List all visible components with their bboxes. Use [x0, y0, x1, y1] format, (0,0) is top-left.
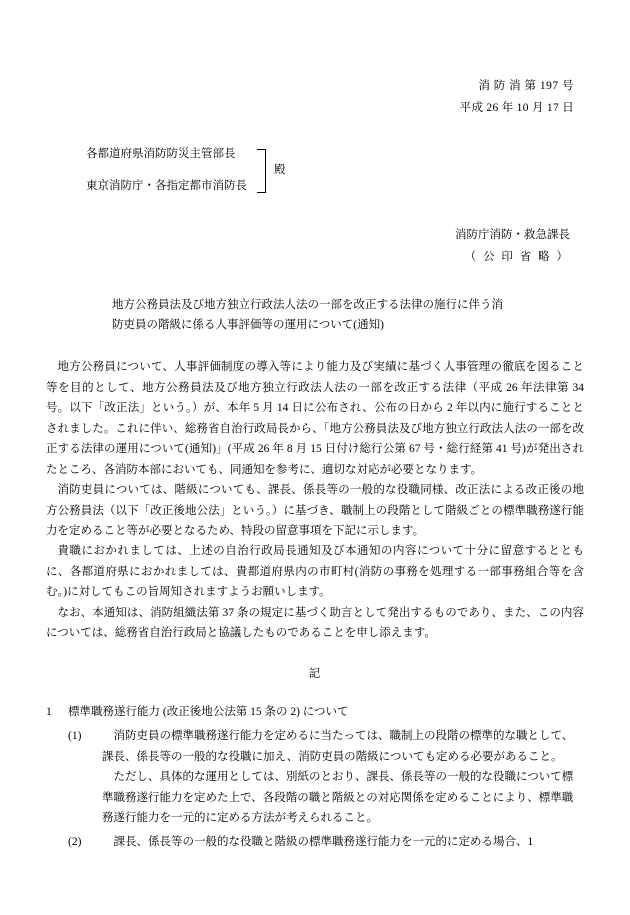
body-paragraph-1: 地方公務員について、人事評価制度の導入等により能力及び実績に基づく人事管理の徹底を図ること等を目的として、地方公務員法及び地方独立行政法人法の一部を改正する法律（平成 26 年法律第 34 号。以下「改正法」という。）が、本年 5 月 14 日に公布され、公布の日から 2 年以内に施行することとされました。これに伴い、総務省自治行政局長から、「地方公務員法及び地方独立行政法人法の一部を改正する法律の運用について(通知)」(平成 26 年 8 月 15 日付け総行公第 67 号・総行経第 41 号)が発出されたところ、各消防本部においても、同通知を参考に、適切な対応が必要となります。 [46, 361, 584, 476]
title-line-1: 地方公務員法及び地方独立行政法人法の一部を改正する法律の施行に伴う消 [112, 299, 503, 311]
item-body [102, 726, 584, 828]
addressee-line-1: 各都道府県消防防災主管部長 [86, 147, 236, 160]
document-date: 平成 26 年 10 月 17 日 [459, 101, 574, 114]
brace-bottom [257, 171, 266, 193]
document-body [46, 357, 584, 644]
body-paragraph-2: 消防吏員については、階級についても、課長、係長等の一般的な役職同様、改正法による改正後の地方公務員法（以下「改正後地公法」という。）に基づき、職制上の段階として階級ごとの標準職務遂行能力を定めること等が必要となるため、特段の留意事項を下記に示します。 [46, 484, 584, 537]
item-number: (1) [68, 730, 82, 743]
addressee-brace [253, 149, 287, 193]
item-paragraph: 課長、係長等の一般的な役職と階級の標準職務遂行能力を一元的に定める場合、1 [113, 836, 534, 849]
section-heading [46, 702, 584, 722]
issuer-title: 消防庁消防・救急課長 [455, 229, 570, 242]
document-number: 消 防 消 第 197 号 [478, 80, 574, 92]
brace-shape [257, 149, 266, 193]
item-body [102, 832, 584, 852]
ki-marker: 記 [308, 667, 322, 680]
addressee-line-2: 東京消防庁・各指定都市消防長 [86, 179, 247, 192]
section-item [46, 832, 584, 852]
title-line-2: 防吏員の階級に係る人事評価等の運用について(通知) [112, 319, 384, 332]
section-title: 標準職務遂行能力 (改正後地公法第 15 条の 2) について [68, 705, 349, 718]
body-paragraph-3: 貴職におかれましては、上述の自治行政局長通知及び本通知の内容について十分に留意するとともに、各都道府県におかれましては、貴都道府県内の市町村(消防の事務を処理する一部事務組合等を含む。)に対してもこの旨周知されますようお願いします。 [46, 545, 584, 599]
addressee-honorific: 殿 [274, 163, 287, 176]
body-paragraph-4: なお、本通知は、消防組織法第 37 条の規定に基づく助言として発出するものであり、また、この内容については、総務省自治行政局と協議したものであることを申し添えます。 [46, 606, 584, 640]
item-paragraph: 消防吏員の標準職務遂行能力を定めるに当たっては、職制上の段階の標準的な職として、課長、係長等の一般的な役職に加え、消防吏員の階級についても定める必要があること。 [102, 730, 574, 763]
numbered-sections [46, 702, 584, 853]
brace-top [257, 149, 266, 171]
section-number: 1 [46, 705, 52, 718]
item-number: (2) [68, 836, 82, 849]
addressee-names [86, 146, 247, 196]
issuer-block [46, 225, 584, 269]
document-title [46, 295, 584, 335]
section-item [46, 726, 584, 828]
issuer-seal-note: （ 公 印 省 略 ） [464, 251, 570, 264]
addressee-block [46, 146, 584, 196]
item-paragraph: ただし、具体的な運用としては、別紙のとおり、課長、係長等の一般的な役職について標準職務遂行能力を定めた上で、各段階の職と階級との対応関係を定めることにより、標準職務遂行能力を一元的に定める方法が考えられること。 [102, 771, 574, 824]
document-header [46, 76, 584, 120]
